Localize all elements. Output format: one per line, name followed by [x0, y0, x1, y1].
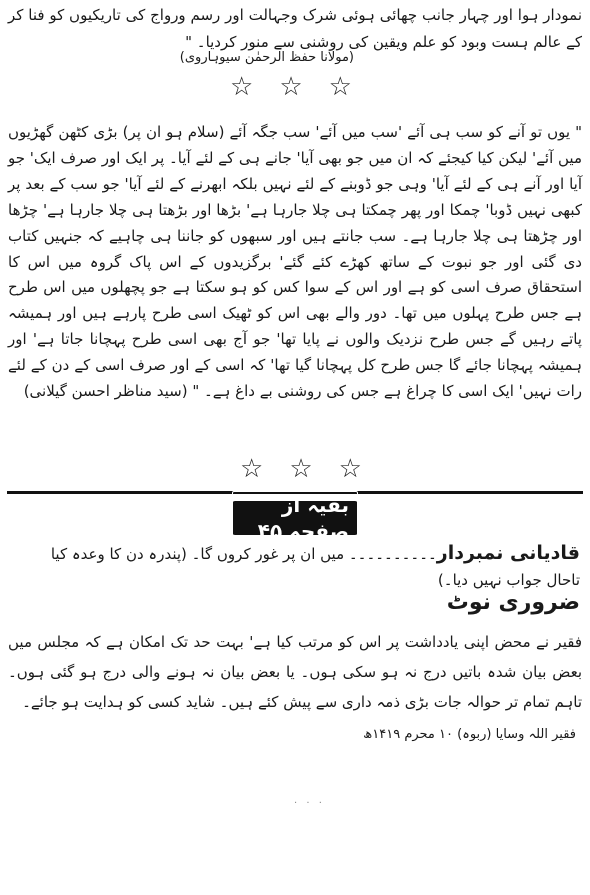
star-divider-2 — [240, 456, 362, 482]
signature: فقیر اللہ وسایا (ربوہ) ۱۰ محرم ۱۴۱۹ھ — [363, 727, 576, 742]
section-heading: ضروری نوٹ — [446, 590, 580, 615]
paragraph-1: نمودار ہوا اور چہار جانب چھائی ہوئی شرک وجہالت اور رسم ورواج کی تاریکیوں کو فنا کر کے عالم ہست وبود کو علم ویقین کی روشنی سے منور کردیا۔ " — [8, 6, 582, 51]
speaker-text: ۔۔۔۔۔۔۔۔۔۔ میں ان پر غور کروں گا۔ (پندرہ دن کا وعدہ کیا تاحال جواب نہیں دیا۔) — [50, 545, 580, 589]
star-icon: ☆ — [230, 72, 254, 102]
badge-label: بقیہ از صفحہ ۴۵ — [232, 491, 358, 545]
star-icon: ☆ — [240, 454, 264, 484]
citation-1: (مولانا حفظ الرحمٰن سیوہاروی) — [179, 50, 354, 65]
paragraph-2: " یوں تو آنے کو سب ہی آئے 'سب میں آئے' سب جگہ آئے (سلام ہو ان پر) بڑی کٹھن گھڑیوں میں آئے' لیکن کیا کیجئے کہ ان میں جو بھی آیا' جانے ہی کے لئے آیا۔ پر ایک اور صرف ایک' جو آیا اور آنے ہی کے لئے آیا' وہی جو ڈوبنے کے لئے نہیں بلکہ ابھرنے کے لئے آیا' جو سب کے بعد پر کبھی نہیں ڈوبا' چمکا اور پھر چمکتا ہی چلا جارہا ہے' بڑھا اور بڑھتا ہی چلا جارہا ہے' چڑھا اور چڑھتا ہی چلا جارہا ہے۔ سب جانتے ہیں اور سبھوں کو جاننا ہی چاہیے کہ جنہیں کتاب دی گئی اور جو نبوت کے ساتھ کھڑے کئے گئے' برگزیدوں کے اس پاک گروہ میں اس کا استحقاق صرف اسی کو ہے اور اس کے سوا کس کو ہو سکتا ہے جو پچھلوں میں اس طرح ہے جس طرح پہلوں میں تھا۔ دور والے بھی اس کو ٹھیک اسی طرح پارہے ہیں اور ہمیشہ پاتے رہیں گے جس طرح نزدیک والوں نے پایا تھا' جو آج بھی اسی طرح پہچانا جاتا ہے' اور ہمیشہ پہچانا جائے گا جس طرح کل پہچانا گیا تھا' کہ اسی کے اور صرف اسی کے دن کے لئے رات نہیں' ایک اسی کا چراغ ہے جس کی روشنی بے داغ ہے۔ " (سید مناظر احسن گیلانی) — [8, 123, 582, 401]
paragraph-3: فقیر نے محض اپنی یادداشت پر اس کو مرتب کیا ہے' بہت حد تک امکان ہے کہ مجلس میں بعض بیان شدہ باتیں درج نہ ہو سکی ہوں۔ یا بعض بیان نہ ہونے والی درج ہو گئی ہوں۔ تاہم تمام تر حوالہ جات بڑی ذمہ داری سے پیش کئے ہیں۔ شاید کسی کو ہدایت ہو جائے۔ — [8, 633, 582, 711]
star-icon: ☆ — [338, 454, 362, 484]
speaker-label: قادیانی نمبردار — [436, 542, 580, 564]
star-icon: ☆ — [289, 454, 313, 484]
scan-specks: · · · — [294, 798, 325, 809]
star-icon: ☆ — [328, 72, 352, 102]
continuation-badge — [232, 493, 358, 543]
star-divider-1 — [230, 74, 352, 100]
star-icon: ☆ — [279, 72, 303, 102]
qadiani-line — [40, 540, 580, 593]
